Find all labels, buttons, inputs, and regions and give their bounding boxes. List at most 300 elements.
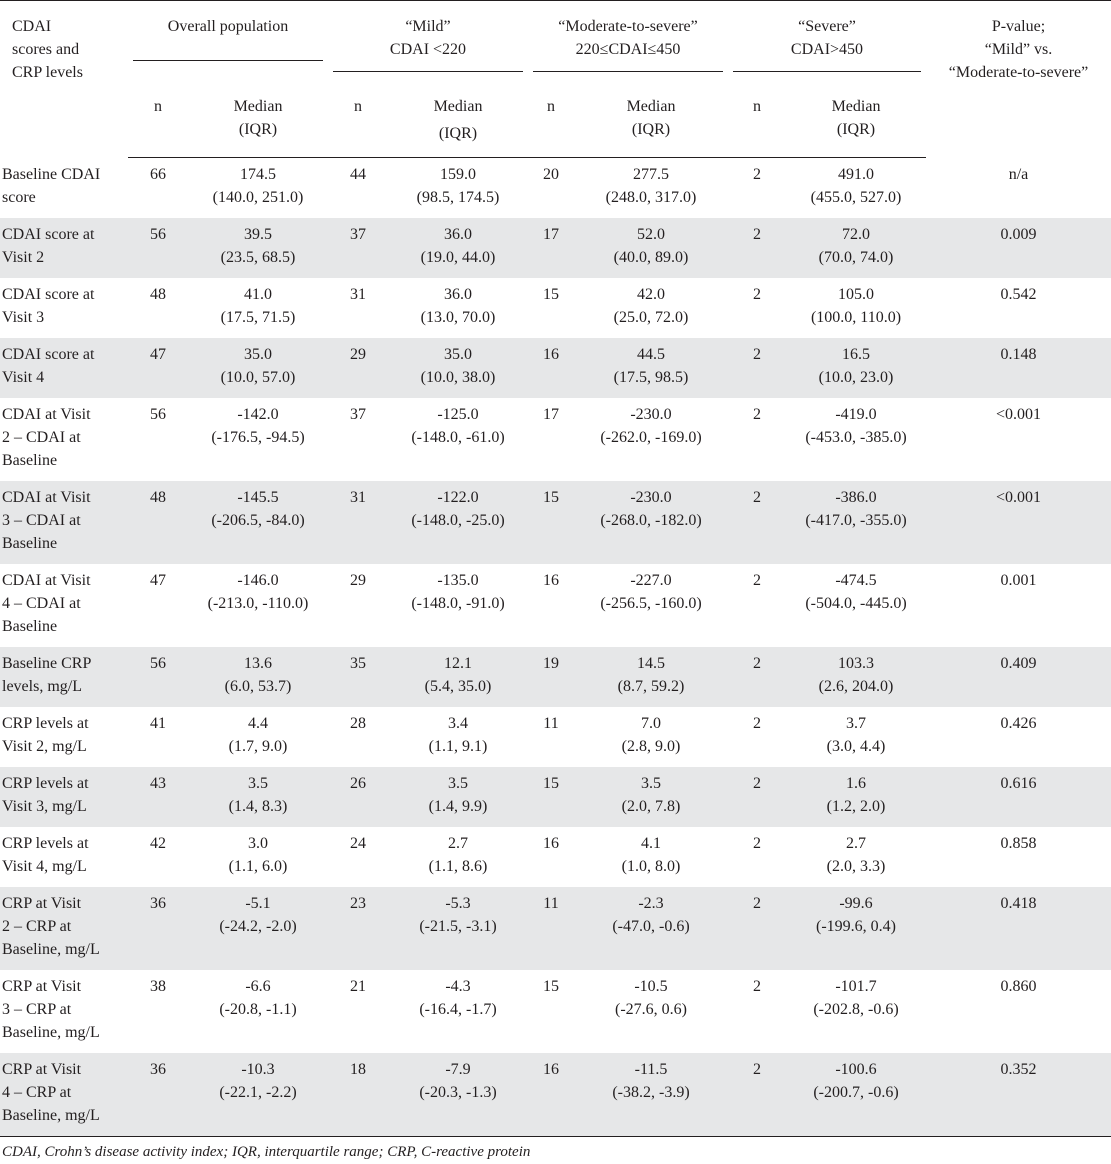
median-value: 277.5 <box>633 166 669 183</box>
iqr-value: (5.4, 35.0) <box>424 678 492 695</box>
p-value-cell: <0.001 <box>995 406 1042 423</box>
median-value: 491.0 <box>838 166 874 183</box>
row-label-line: CRP levels at <box>2 715 89 732</box>
median-value: 105.0 <box>838 286 874 303</box>
median-iqr-cell <box>574 398 728 481</box>
iqr-value: (-417.0, -355.0) <box>805 512 907 529</box>
median-value: 35.0 <box>244 346 272 363</box>
iqr-value: (-38.2, -3.9) <box>612 1084 690 1101</box>
median-iqr-cell <box>188 707 328 767</box>
median-value: -146.0 <box>237 572 279 589</box>
median-iqr-cell <box>574 338 728 398</box>
n-cell: 20 <box>543 166 559 183</box>
n-cell: 42 <box>150 835 166 852</box>
median-iqr-cell <box>188 970 328 1053</box>
group-underline <box>133 60 323 61</box>
iqr-value: (98.5, 174.5) <box>416 189 500 206</box>
median-value: -474.5 <box>835 572 877 589</box>
median-iqr-cell <box>388 218 528 278</box>
group-title-line: “Severe” <box>798 18 856 35</box>
n-cell: 48 <box>128 481 188 564</box>
row-label <box>0 564 128 647</box>
iqr-value: (2.6, 204.0) <box>818 678 894 695</box>
iqr-value: (-256.5, -160.0) <box>600 595 702 612</box>
iqr-value: (-148.0, -91.0) <box>411 595 505 612</box>
n-cell: 47 <box>128 338 188 398</box>
iqr-label: (IQR) <box>631 121 671 138</box>
median-value: 3.7 <box>846 715 866 732</box>
table-row <box>0 398 1111 481</box>
iqr-label: (IQR) <box>836 121 876 138</box>
median-value: 44.5 <box>637 346 665 363</box>
iqr-value: (2.0, 3.3) <box>826 858 886 875</box>
median-iqr-cell <box>388 707 528 767</box>
median-iqr-cell <box>786 158 926 219</box>
iqr-value: (-176.5, -94.5) <box>211 429 305 446</box>
median-iqr-cell <box>388 767 528 827</box>
median-value: 103.3 <box>838 655 874 672</box>
n-cell: 43 <box>128 767 188 827</box>
iqr-value: (8.7, 59.2) <box>617 678 685 695</box>
median-label: Median <box>433 98 483 115</box>
median-value: -99.6 <box>839 895 873 912</box>
n-cell: 2 <box>728 647 786 707</box>
row-label-line: Baseline, mg/L <box>2 941 100 958</box>
n-cell: 26 <box>328 767 388 827</box>
median-value: 1.6 <box>846 775 866 792</box>
median-value: 13.6 <box>244 655 272 672</box>
row-label <box>0 647 128 707</box>
median-iqr-cell <box>786 707 926 767</box>
n-cell: 36 <box>128 887 188 970</box>
iqr-value: (23.5, 68.5) <box>220 249 296 266</box>
group-header-moderate-to-severe <box>528 1 728 81</box>
row-label-line: CRP at Visit <box>2 1061 82 1078</box>
iqr-label: (IQR) <box>438 125 478 142</box>
iqr-value: (1.4, 8.3) <box>228 798 288 815</box>
median-iqr-cell <box>188 767 328 827</box>
row-label <box>0 481 128 564</box>
n-column-header: n <box>528 81 574 158</box>
n-cell: 29 <box>328 338 388 398</box>
row-label-line: CDAI score at <box>2 226 95 243</box>
n-cell: 2 <box>728 887 786 970</box>
group-underline <box>733 71 921 72</box>
median-value: 14.5 <box>637 655 665 672</box>
n-cell: 21 <box>350 978 366 995</box>
median-iqr-cell <box>188 647 328 707</box>
median-iqr-cell <box>388 338 528 398</box>
n-cell: 44 <box>350 166 366 183</box>
n-cell: 56 <box>150 406 166 423</box>
row-label-line: CDAI score at <box>2 346 95 363</box>
median-value: -6.6 <box>245 978 271 995</box>
label-header-line: CDAI <box>12 18 52 35</box>
median-iqr-cell <box>388 398 528 481</box>
median-iqr-cell <box>574 970 728 1053</box>
n-cell: 15 <box>543 978 559 995</box>
iqr-value: (2.8, 9.0) <box>621 738 681 755</box>
median-iqr-cell <box>786 1053 926 1137</box>
iqr-value: (-16.4, -1.7) <box>419 1001 497 1018</box>
n-column-header: n <box>328 81 388 158</box>
median-value: 36.0 <box>444 286 472 303</box>
iqr-value: (-200.7, -0.6) <box>813 1084 899 1101</box>
median-iqr-cell <box>188 564 328 647</box>
median-value: 3.5 <box>448 775 468 792</box>
n-cell: 29 <box>350 572 366 589</box>
p-value-cell: 0.009 <box>926 218 1111 278</box>
row-label-line: Visit 4, mg/L <box>2 858 87 875</box>
table-row <box>0 827 1111 887</box>
iqr-value: (17.5, 98.5) <box>613 369 689 386</box>
iqr-value: (1.1, 9.1) <box>428 738 488 755</box>
iqr-value: (-202.8, -0.6) <box>813 1001 899 1018</box>
n-cell: 16 <box>528 1053 574 1137</box>
median-iqr-cell <box>388 827 528 887</box>
row-label-line: CRP levels at <box>2 775 89 792</box>
row-label <box>0 278 128 338</box>
n-cell: 16 <box>543 572 559 589</box>
group-header-mild <box>328 1 528 81</box>
row-label-line: Baseline, mg/L <box>2 1107 100 1124</box>
median-iqr-cell <box>786 647 926 707</box>
label-header-line: scores and <box>12 41 80 58</box>
group-title-line: “Moderate-to-severe” <box>558 18 698 35</box>
table-row <box>0 218 1111 278</box>
row-label-line: CDAI at Visit <box>2 406 91 423</box>
row-label-line: 4 – CDAI at <box>2 595 81 612</box>
iqr-label: (IQR) <box>238 121 278 138</box>
median-iqr-cell <box>188 218 328 278</box>
row-label-line: Visit 3 <box>2 309 45 326</box>
iqr-value: (17.5, 71.5) <box>220 309 296 326</box>
iqr-value: (1.4, 9.9) <box>428 798 488 815</box>
median-value: 3.4 <box>448 715 468 732</box>
table-row <box>0 338 1111 398</box>
row-label-line: 3 – CRP at <box>2 1001 72 1018</box>
iqr-value: (6.0, 53.7) <box>224 678 292 695</box>
table-row <box>0 481 1111 564</box>
median-value: 2.7 <box>846 835 866 852</box>
median-value: -135.0 <box>437 572 479 589</box>
n-cell: 37 <box>328 218 388 278</box>
median-value: 159.0 <box>440 166 476 183</box>
table-row <box>0 707 1111 767</box>
table-row <box>0 767 1111 827</box>
row-label <box>0 707 128 767</box>
iqr-value: (100.0, 110.0) <box>810 309 902 326</box>
n-column-header: n <box>728 81 786 158</box>
iqr-value: (-148.0, -61.0) <box>411 429 505 446</box>
median-iqr-cell <box>786 218 926 278</box>
iqr-value: (10.0, 57.0) <box>220 369 296 386</box>
median-value: -419.0 <box>835 406 877 423</box>
median-column-header <box>188 81 328 158</box>
pvalue-column-header <box>926 1 1111 158</box>
median-value: 41.0 <box>244 286 272 303</box>
median-value: -101.7 <box>835 978 877 995</box>
row-label-line: Visit 2 <box>2 249 45 266</box>
median-iqr-cell <box>188 827 328 887</box>
row-label-line: Baseline <box>2 452 58 469</box>
iqr-value: (-268.0, -182.0) <box>600 512 702 529</box>
iqr-value: (40.0, 89.0) <box>613 249 689 266</box>
median-iqr-cell <box>786 398 926 481</box>
median-iqr-cell <box>574 1053 728 1137</box>
pvalue-header-line: “Moderate-to-severe” <box>948 64 1089 81</box>
row-label-line: 2 – CRP at <box>2 918 72 935</box>
row-label-line: CDAI at Visit <box>2 489 91 506</box>
n-cell: 48 <box>150 286 166 303</box>
median-value: -5.3 <box>445 895 471 912</box>
median-iqr-cell <box>786 338 926 398</box>
iqr-value: (19.0, 44.0) <box>420 249 496 266</box>
n-cell: 66 <box>150 166 166 183</box>
median-value: -122.0 <box>437 489 479 506</box>
n-cell: 2 <box>728 767 786 827</box>
n-cell: 16 <box>528 338 574 398</box>
p-value-cell: 0.409 <box>926 647 1111 707</box>
p-value-cell: 0.542 <box>1000 286 1037 303</box>
n-cell: 23 <box>328 887 388 970</box>
pvalue-header-line: P-value; <box>991 18 1046 35</box>
row-label <box>0 338 128 398</box>
iqr-value: (1.7, 9.0) <box>228 738 288 755</box>
group-title-line: “Mild” <box>405 18 451 35</box>
n-cell: 31 <box>328 481 388 564</box>
median-value: -230.0 <box>630 489 672 506</box>
median-value: -7.9 <box>445 1061 471 1078</box>
n-cell: 11 <box>528 887 574 970</box>
median-iqr-cell <box>574 887 728 970</box>
median-value: 3.0 <box>248 835 268 852</box>
n-column-header: n <box>128 81 188 158</box>
table-row <box>0 1053 1111 1137</box>
iqr-value: (-262.0, -169.0) <box>600 429 702 446</box>
median-iqr-cell <box>188 158 328 219</box>
iqr-value: (1.1, 6.0) <box>228 858 288 875</box>
median-label: Median <box>233 98 283 115</box>
iqr-value: (455.0, 527.0) <box>810 189 902 206</box>
median-iqr-cell <box>388 887 528 970</box>
iqr-value: (-199.6, 0.4) <box>816 918 896 935</box>
table-footnote: CDAI, Crohn’s disease activity index; IQR, interquartile range; CRP, C-reactive protein <box>2 1144 531 1160</box>
median-value: 3.5 <box>248 775 268 792</box>
median-value: -2.3 <box>638 895 664 912</box>
n-cell: 35 <box>328 647 388 707</box>
row-label-line: CDAI score at <box>2 286 95 303</box>
group-title-line: CDAI <220 <box>389 41 467 58</box>
median-iqr-cell <box>574 218 728 278</box>
median-value: -227.0 <box>630 572 672 589</box>
n-cell: 17 <box>528 218 574 278</box>
n-cell: 11 <box>543 715 559 732</box>
p-value-cell: n/a <box>1008 165 1029 183</box>
row-label <box>0 158 128 219</box>
table-row <box>0 158 1111 219</box>
median-value: -386.0 <box>835 489 877 506</box>
table-row <box>0 278 1111 338</box>
median-value: 16.5 <box>842 346 870 363</box>
p-value-cell: <0.001 <box>926 481 1111 564</box>
n-cell: 2 <box>753 166 761 183</box>
median-column-header <box>574 81 728 158</box>
median-value: 42.0 <box>637 286 665 303</box>
n-cell: 15 <box>528 767 574 827</box>
median-iqr-cell <box>786 481 926 564</box>
n-cell: 2 <box>728 1053 786 1137</box>
median-value: -10.3 <box>241 1061 275 1078</box>
median-iqr-cell <box>188 338 328 398</box>
pvalue-header-line: “Mild” vs. <box>984 41 1053 58</box>
median-value: 35.0 <box>444 346 472 363</box>
iqr-value: (1.0, 8.0) <box>621 858 681 875</box>
median-iqr-cell <box>188 398 328 481</box>
median-iqr-cell <box>188 278 328 338</box>
median-iqr-cell <box>388 1053 528 1137</box>
iqr-value: (70.0, 74.0) <box>818 249 894 266</box>
median-value: 52.0 <box>637 226 665 243</box>
row-label-line: Visit 3, mg/L <box>2 798 87 815</box>
n-cell: 2 <box>753 715 761 732</box>
median-iqr-cell <box>188 887 328 970</box>
median-iqr-cell <box>388 278 528 338</box>
iqr-value: (-148.0, -25.0) <box>411 512 505 529</box>
median-value: -125.0 <box>437 406 479 423</box>
median-iqr-cell <box>574 647 728 707</box>
iqr-value: (13.0, 70.0) <box>420 309 496 326</box>
row-label-line: CRP at Visit <box>2 895 82 912</box>
n-cell: 47 <box>150 572 166 589</box>
n-cell: 17 <box>543 406 559 423</box>
median-label: Median <box>626 98 676 115</box>
row-label <box>0 970 128 1053</box>
row-label <box>0 887 128 970</box>
n-cell: 18 <box>328 1053 388 1137</box>
median-iqr-cell <box>188 1053 328 1137</box>
row-label-line: CRP levels at <box>2 835 89 852</box>
label-header-line: CRP levels <box>12 64 83 81</box>
median-column-header <box>388 81 528 158</box>
iqr-value: (-21.5, -3.1) <box>419 918 497 935</box>
median-iqr-cell <box>574 481 728 564</box>
median-value: -10.5 <box>634 978 668 995</box>
row-label-line: Visit 2, mg/L <box>2 738 87 755</box>
iqr-value: (1.1, 8.6) <box>428 858 488 875</box>
row-label-line: 3 – CDAI at <box>2 512 81 529</box>
row-label-line: CDAI at Visit <box>2 572 91 589</box>
median-iqr-cell <box>574 564 728 647</box>
median-iqr-cell <box>574 827 728 887</box>
row-label-line: Baseline CRP <box>2 655 92 672</box>
iqr-value: (-20.3, -1.3) <box>419 1084 497 1101</box>
n-cell: 56 <box>128 647 188 707</box>
p-value-cell: 0.001 <box>1000 572 1037 589</box>
row-label <box>0 218 128 278</box>
group-underline <box>533 71 723 72</box>
median-iqr-cell <box>388 481 528 564</box>
median-value: -145.5 <box>237 489 279 506</box>
n-cell: 2 <box>728 481 786 564</box>
header-group-row <box>0 1 1111 81</box>
n-cell: 56 <box>128 218 188 278</box>
iqr-value: (25.0, 72.0) <box>613 309 689 326</box>
label-column-header <box>0 1 128 158</box>
table-row <box>0 887 1111 970</box>
median-value: 2.7 <box>448 835 468 852</box>
n-cell: 38 <box>150 978 166 995</box>
n-cell: 16 <box>543 835 559 852</box>
median-iqr-cell <box>188 481 328 564</box>
n-cell: 2 <box>753 286 761 303</box>
p-value-cell: 0.860 <box>1000 978 1037 995</box>
median-iqr-cell <box>786 887 926 970</box>
group-title-line: 220≤CDAI≤450 <box>575 41 681 58</box>
n-cell: 28 <box>350 715 366 732</box>
median-value: 7.0 <box>641 715 661 732</box>
median-iqr-cell <box>388 158 528 219</box>
median-value: -4.3 <box>445 978 471 995</box>
row-label-line: CRP at Visit <box>2 978 82 995</box>
iqr-value: (140.0, 251.0) <box>212 189 304 206</box>
median-iqr-cell <box>786 564 926 647</box>
n-cell: 2 <box>753 572 761 589</box>
iqr-value: (1.2, 2.0) <box>826 798 886 815</box>
row-label-line: score <box>2 188 36 206</box>
group-underline <box>333 71 523 72</box>
n-cell: 19 <box>528 647 574 707</box>
row-label-line: 2 – CDAI at <box>2 429 81 446</box>
median-iqr-cell <box>574 707 728 767</box>
n-cell: 2 <box>753 835 761 852</box>
iqr-value: (-27.6, 0.6) <box>615 1001 687 1018</box>
median-value: 12.1 <box>444 655 472 672</box>
table-row <box>0 647 1111 707</box>
n-cell: 15 <box>528 481 574 564</box>
median-value: 4.1 <box>641 835 661 852</box>
median-iqr-cell <box>574 278 728 338</box>
table-body <box>0 158 1111 1137</box>
iqr-value: (-453.0, -385.0) <box>805 429 907 446</box>
row-label <box>0 1053 128 1137</box>
p-value-cell: 0.858 <box>1000 835 1037 852</box>
n-cell: 36 <box>128 1053 188 1137</box>
iqr-value: (-47.0, -0.6) <box>612 918 690 935</box>
n-cell: 24 <box>350 835 366 852</box>
iqr-value: (10.0, 38.0) <box>420 369 496 386</box>
median-iqr-cell <box>786 827 926 887</box>
n-cell: 2 <box>728 338 786 398</box>
iqr-value: (2.0, 7.8) <box>621 798 681 815</box>
median-iqr-cell <box>388 647 528 707</box>
median-value: 174.5 <box>240 166 276 183</box>
row-label-line: Baseline, mg/L <box>2 1024 100 1041</box>
p-value-cell: 0.148 <box>926 338 1111 398</box>
median-iqr-cell <box>388 970 528 1053</box>
median-value: -100.6 <box>835 1061 877 1078</box>
median-value: 36.0 <box>444 226 472 243</box>
median-iqr-cell <box>574 158 728 219</box>
table-row <box>0 970 1111 1053</box>
median-iqr-cell <box>574 767 728 827</box>
n-cell: 2 <box>753 978 761 995</box>
group-title-line: Overall population <box>167 18 289 35</box>
iqr-value: (-20.8, -1.1) <box>219 1001 297 1018</box>
iqr-value: (10.0, 23.0) <box>818 369 894 386</box>
median-label: Median <box>831 98 881 115</box>
iqr-value: (-504.0, -445.0) <box>805 595 907 612</box>
